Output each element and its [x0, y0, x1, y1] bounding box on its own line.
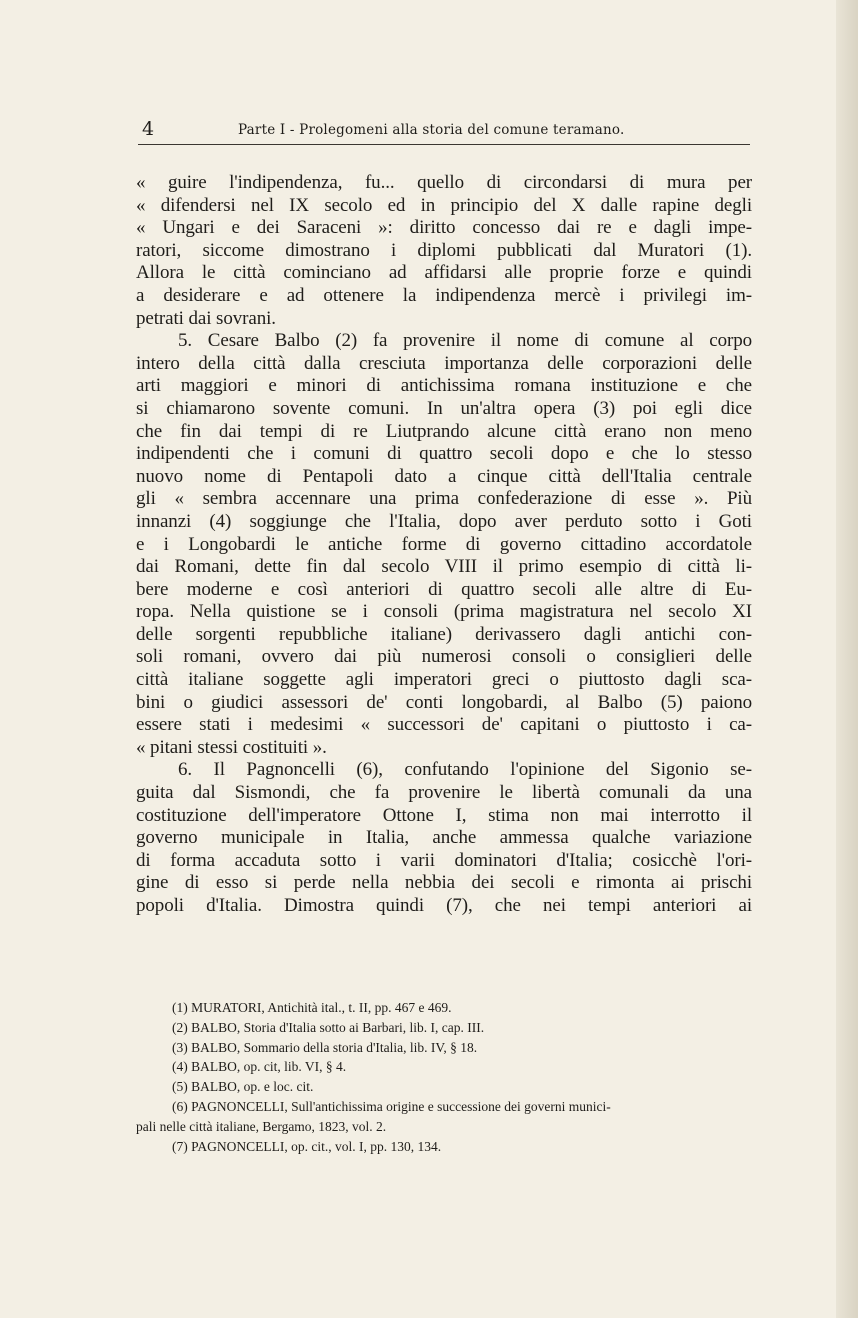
text-line: guita dal Sismondi, che fa provenire le libertà comunali da una: [136, 782, 752, 804]
body-text: [136, 172, 752, 918]
text-line: « difendersi nel IX secolo ed in principio del X dalle rapine degli: [136, 194, 752, 216]
footnote: (2) BALBO, Storia d'Italia sotto ai Barbari, lib. I, cap. III.: [172, 1019, 485, 1035]
text-line: intero della città dalla cresciuta importanza delle corporazioni delle: [136, 352, 752, 374]
text-line: soli romani, ovvero dai più numerosi consoli o consiglieri delle: [136, 646, 752, 668]
text-line: 6. Il Pagnoncelli (6), confutando l'opinione del Sigonio se-: [178, 759, 752, 781]
text-line: ratori, siccome dimostrano i diplomi pubblicati dal Muratori (1).: [136, 239, 752, 261]
footnote-continuation: pali nelle città italiane, Bergamo, 1823, vol. 2.: [136, 1118, 387, 1134]
text-line: indipendenti che i comuni di quattro secoli dopo e che lo stesso: [136, 443, 752, 465]
text-line: 5. Cesare Balbo (2) fa provenire il nome di comune al corpo: [178, 330, 752, 352]
text-line: a desiderare e ad ottenere la indipendenza mercè i privilegi im-: [136, 284, 752, 306]
text-line: petrati dai sovrani.: [136, 307, 276, 329]
footnote: (7) PAGNONCELLI, op. cit., vol. I, pp. 130, 134.: [172, 1138, 442, 1154]
page-number: 4: [142, 118, 155, 140]
page-edge: [836, 0, 858, 1318]
text-line: « guire l'indipendenza, fu... quello di circondarsi di mura per: [136, 172, 752, 193]
text-line: delle sorgenti repubbliche italiane) derivassero dagli antichi con-: [136, 623, 752, 645]
footnotes: [136, 998, 752, 1156]
footnote: (3) BALBO, Sommario della storia d'Italia, lib. IV, § 18.: [172, 1039, 478, 1055]
text-line: arti maggiori e minori di antichissima romana instituzione e che: [136, 375, 752, 397]
text-line: popoli d'Italia. Dimostra quindi (7), che nei tempi anteriori ai: [136, 895, 752, 916]
footnote: (1) MURATORI, Antichità ital., t. II, pp. 467 e 469.: [172, 1000, 452, 1015]
text-line: che fin dai tempi di re Liutprando alcune città erano non meno: [136, 420, 752, 442]
text-line: si chiamarono sovente comuni. In un'altra opera (3) poi egli dice: [136, 397, 752, 419]
text-line: innanzi (4) soggiunge che l'Italia, dopo aver perduto sotto i Goti: [136, 510, 752, 532]
text-line: bere moderne e così anteriori di quattro secoli alle altre di Eu-: [136, 578, 752, 600]
text-line: e i Longobardi le antiche forme di governo cittadino accordatole: [136, 533, 752, 555]
text-line: essere stati i medesimi « successori de' capitani o piuttosto i ca-: [136, 714, 752, 736]
text-line: di forma accaduta sotto i varii dominatori d'Italia; cosicchè l'ori-: [136, 849, 752, 871]
footnote: (4) BALBO, op. cit, lib. VI, § 4.: [172, 1059, 347, 1075]
running-header: [138, 118, 750, 145]
text-line: costituzione dell'imperatore Ottone I, stima non mai interrotto il: [136, 804, 752, 826]
text-line: governo municipale in Italia, anche ammessa qualche variazione: [136, 827, 752, 849]
text-line: dai Romani, dette fin dal secolo VIII il primo esempio di città li-: [136, 556, 752, 578]
text-line: gine di esso si perde nella nebbia dei secoli e rimonta ai prischi: [136, 872, 752, 894]
text-line: « Ungari e dei Saraceni »: diritto concesso dai re e dagli impe-: [136, 217, 752, 239]
text-line: ropa. Nella quistione se i consoli (prima magistratura nel secolo XI: [136, 601, 752, 623]
text-line: gli « sembra accennare una prima confederazione di esse ». Più: [136, 488, 752, 510]
text-line: Allora le città cominciano ad affidarsi alle proprie forze e quindi: [136, 262, 752, 284]
footnote: (5) BALBO, op. e loc. cit.: [172, 1079, 314, 1095]
text-line: bini o giudici assessori de' conti longobardi, al Balbo (5) paiono: [136, 691, 752, 713]
footnote: (6) PAGNONCELLI, Sull'antichissima origine e successione dei governi munici-: [172, 1098, 611, 1114]
text-line: nuovo nome di Pentapoli dato a cinque città dell'Italia centrale: [136, 465, 752, 487]
text-line: « pitani stessi costituiti ».: [136, 736, 327, 758]
running-title: Parte I - Prolegomeni alla storia del comune teramano.: [238, 122, 625, 138]
text-line: città italiane soggette agli imperatori greci o piuttosto dagli sca-: [136, 669, 752, 691]
